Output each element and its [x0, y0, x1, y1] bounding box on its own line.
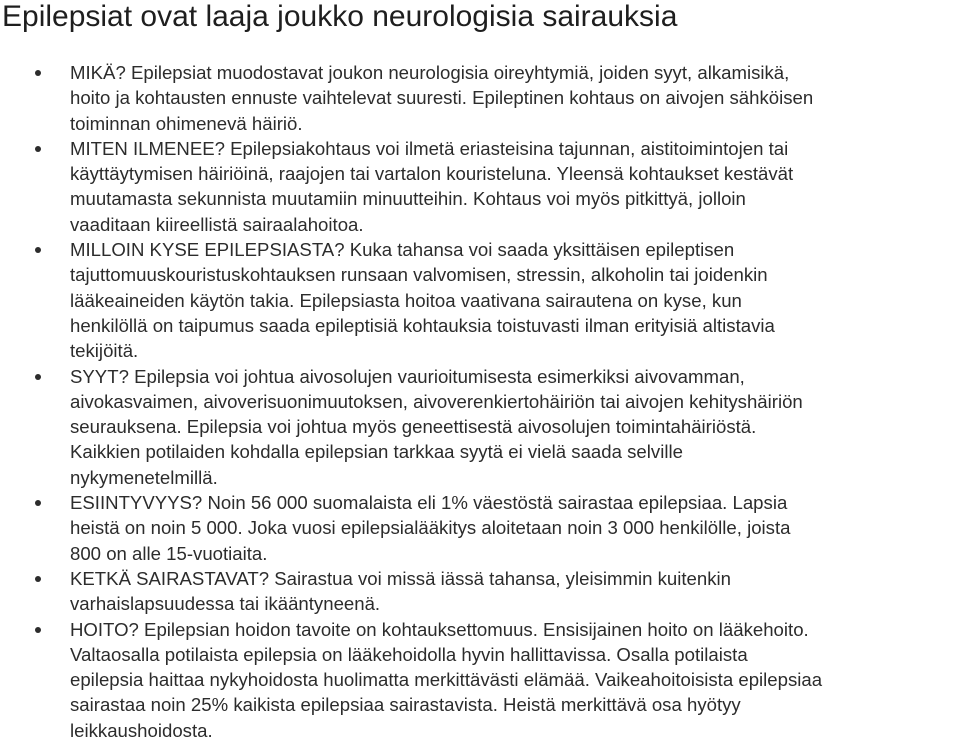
text-line: Kaikkien potilaiden kohdalla epilepsian tarkkaa syytä ei vielä saada selville [70, 441, 683, 463]
text-line: käyttäytymisen häiriöinä, raajojen tai vartalon kouristeluna. Yleensä kohtaukset kestävät [70, 163, 794, 185]
text-line: Valtaosalla potilaista epilepsia on lääkehoidolla hyvin hallittavissa. Osalla potilaista [70, 643, 748, 665]
bullet-item-miten-ilmenee [0, 136, 960, 237]
text-line: MILLOIN KYSE EPILEPSIASTA? Kuka tahansa voi saada yksittäisen epileptisen [70, 239, 735, 261]
text-line: nykymenetelmillä. [70, 466, 218, 488]
text-line: epilepsia haittaa nykyhoidosta huolimatta merkittävästi elämää. Vaikeahoitoisista epilepsiaa [70, 669, 823, 691]
text-line: MITEN ILMENEE? Epilepsiakohtaus voi ilmetä eriasteisina tajunnan, aistitoimintojen tai [70, 137, 789, 159]
bullet-point-icon [35, 576, 41, 582]
bullet-point-icon [35, 146, 41, 152]
text-line: sairastaa noin 25% kaikista epilepsiaa sairastavista. Heistä merkittävä osa hyötyy [70, 694, 741, 716]
bullet-item-ketka-sairastavat [0, 566, 960, 617]
text-line: SYYT? Epilepsia voi johtua aivosolujen vaurioitumisesta esimerkiksi aivovamman, [70, 365, 745, 387]
text-line: leikkaushoidosta. [70, 719, 213, 741]
text-line: henkilöllä on taipumus saada epileptisiä kohtauksia toistuvasti ilman erityisiä altistavia [70, 314, 775, 336]
text-line: 800 on alle 15-vuotiaita. [70, 542, 268, 564]
bullet-item-mika [0, 60, 960, 136]
bullet-point-icon [35, 70, 41, 76]
text-line: tajuttomuuskouristuskohtauksen runsaan valvomisen, stressin, alkoholin tai joidenkin [70, 264, 768, 286]
bullet-item-syyt [0, 364, 960, 490]
bullet-item-esiintyvyys [0, 490, 960, 566]
bullet-item-hoito [0, 617, 960, 743]
text-line: MIKÄ? Epilepsiat muodostavat joukon neurologisia oireyhtymiä, joiden syyt, alkamisikä, [70, 62, 790, 83]
text-line: HOITO? Epilepsian hoidon tavoite on kohtauksettomuus. Ensisijainen hoito on lääkehoito. [70, 618, 809, 640]
text-line: ESIINTYVYYS? Noin 56 000 suomalaista eli 1% väestöstä sairastaa epilepsiaa. Lapsia [70, 492, 788, 514]
text-line: toiminnan ohimenevä häiriö. [70, 112, 303, 134]
text-line: varhaislapsuudessa tai ikääntyneenä. [70, 593, 381, 615]
bullet-point-icon [35, 374, 41, 380]
text-line: vaaditaan kiireellistä sairaalahoitoa. [70, 213, 364, 235]
text-line: tekijöitä. [70, 340, 139, 362]
text-line: seurauksena. Epilepsia voi johtua myös geneettisestä aivosolujen toimintahäiriöstä. [70, 416, 757, 438]
bullet-list [0, 60, 960, 743]
text-line: muutamasta sekunnista muutamiin minuutteihin. Kohtaus voi myös pitkittyä, jolloin [70, 188, 746, 210]
bullet-point-icon [35, 500, 41, 506]
text-line: KETKÄ SAIRASTAVAT? Sairastua voi missä iässä tahansa, yleisimmin kuitenkin [70, 567, 732, 589]
bullet-item-milloin-kyse-epilepsiasta [0, 237, 960, 363]
text-line: lääkeaineiden käytön takia. Epilepsiasta hoitoa vaativana sairautena on kyse, kun [70, 289, 742, 311]
text-line: hoito ja kohtausten ennuste vaihtelevat suuresti. Epileptinen kohtaus on aivojen sähköisen [70, 87, 814, 109]
bullet-point-icon [35, 247, 41, 253]
text-line: heistä on noin 5 000. Joka vuosi epilepsialääkitys aloitetaan noin 3 000 henkilölle, joista [70, 517, 791, 539]
text-line: aivokasvaimen, aivoverisuonimuutoksen, aivoverenkiertohäiriön tai aivojen kehityshäiriön [70, 390, 803, 412]
bullet-point-icon [35, 627, 41, 633]
page-title: Epilepsiat ovat laaja joukko neurologisia sairauksia [2, 0, 678, 33]
